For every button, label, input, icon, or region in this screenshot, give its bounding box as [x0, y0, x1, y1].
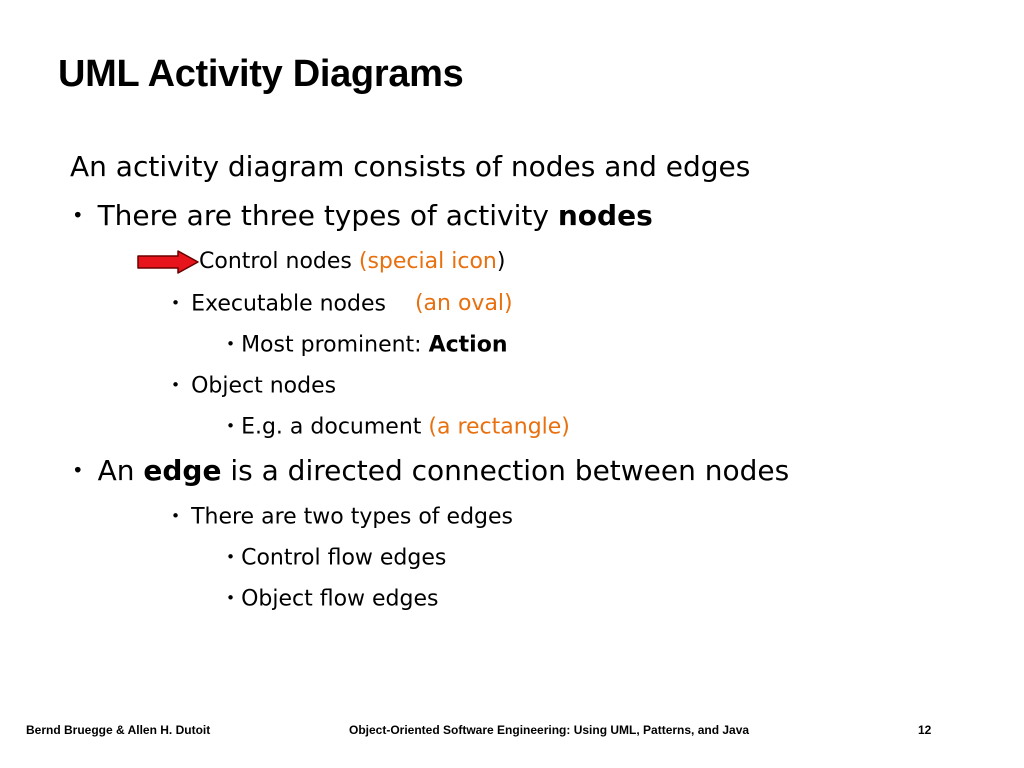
- item-object-nodes: [171, 371, 336, 400]
- item-control-nodes: [199, 248, 505, 276]
- bullet-activity-nodes: [72, 198, 653, 234]
- item-text: There are two types of edges: [191, 504, 513, 530]
- bullet-text-pre: An: [97, 454, 144, 487]
- item-annotation: (a rectangle): [428, 414, 570, 440]
- item-text: Most prominent:: [241, 332, 429, 358]
- bullet-dot: •: [72, 204, 84, 228]
- item-text: Object nodes: [191, 373, 337, 399]
- bullet-bold-text: edge: [143, 454, 222, 487]
- bullet-dot: •: [226, 548, 236, 566]
- item-control-flow-edges: [226, 543, 446, 572]
- bullet-dot: •: [226, 335, 236, 353]
- bullet-text-post: is a directed connection between nodes: [221, 454, 790, 487]
- bullet-dot: •: [226, 589, 236, 607]
- item-suffix: ): [496, 249, 506, 274]
- footer-authors: Bernd Bruegge & Allen H. Dutoit: [26, 723, 211, 737]
- item-object-flow-edges: [226, 584, 439, 613]
- item-most-prominent: [226, 330, 508, 359]
- item-executable-nodes: [171, 289, 513, 318]
- footer-book-title: Object-Oriented Software Engineering: Using UML, Patterns, and Java: [349, 723, 750, 737]
- intro-text: An activity diagram consists of nodes and edges: [70, 150, 751, 183]
- item-edge-types: [171, 502, 513, 531]
- bullet-edge: [72, 453, 789, 489]
- item-text: Control nodes: [199, 249, 359, 274]
- item-text: Object flow edges: [241, 586, 439, 612]
- bullet-dot: •: [171, 294, 181, 312]
- bullet-dot: •: [171, 507, 181, 525]
- bullet-dot: •: [171, 376, 181, 394]
- bullet-text: There are three types of activity: [97, 199, 558, 232]
- item-annotation: (an oval): [414, 291, 513, 317]
- item-annotation: (special icon: [358, 249, 497, 274]
- red-arrow-icon: [136, 250, 200, 274]
- item-text: Executable nodes: [191, 291, 393, 317]
- item-bold-text: Action: [428, 332, 508, 358]
- item-text: E.g. a document: [241, 414, 429, 440]
- slide-title: UML Activity Diagrams: [58, 53, 464, 95]
- footer-page-number: 12: [918, 723, 932, 737]
- bullet-bold-text: nodes: [557, 199, 653, 232]
- bullet-dot: •: [72, 459, 84, 483]
- item-document-example: [226, 412, 570, 441]
- item-text: Control flow edges: [241, 545, 447, 571]
- bullet-dot: •: [226, 417, 236, 435]
